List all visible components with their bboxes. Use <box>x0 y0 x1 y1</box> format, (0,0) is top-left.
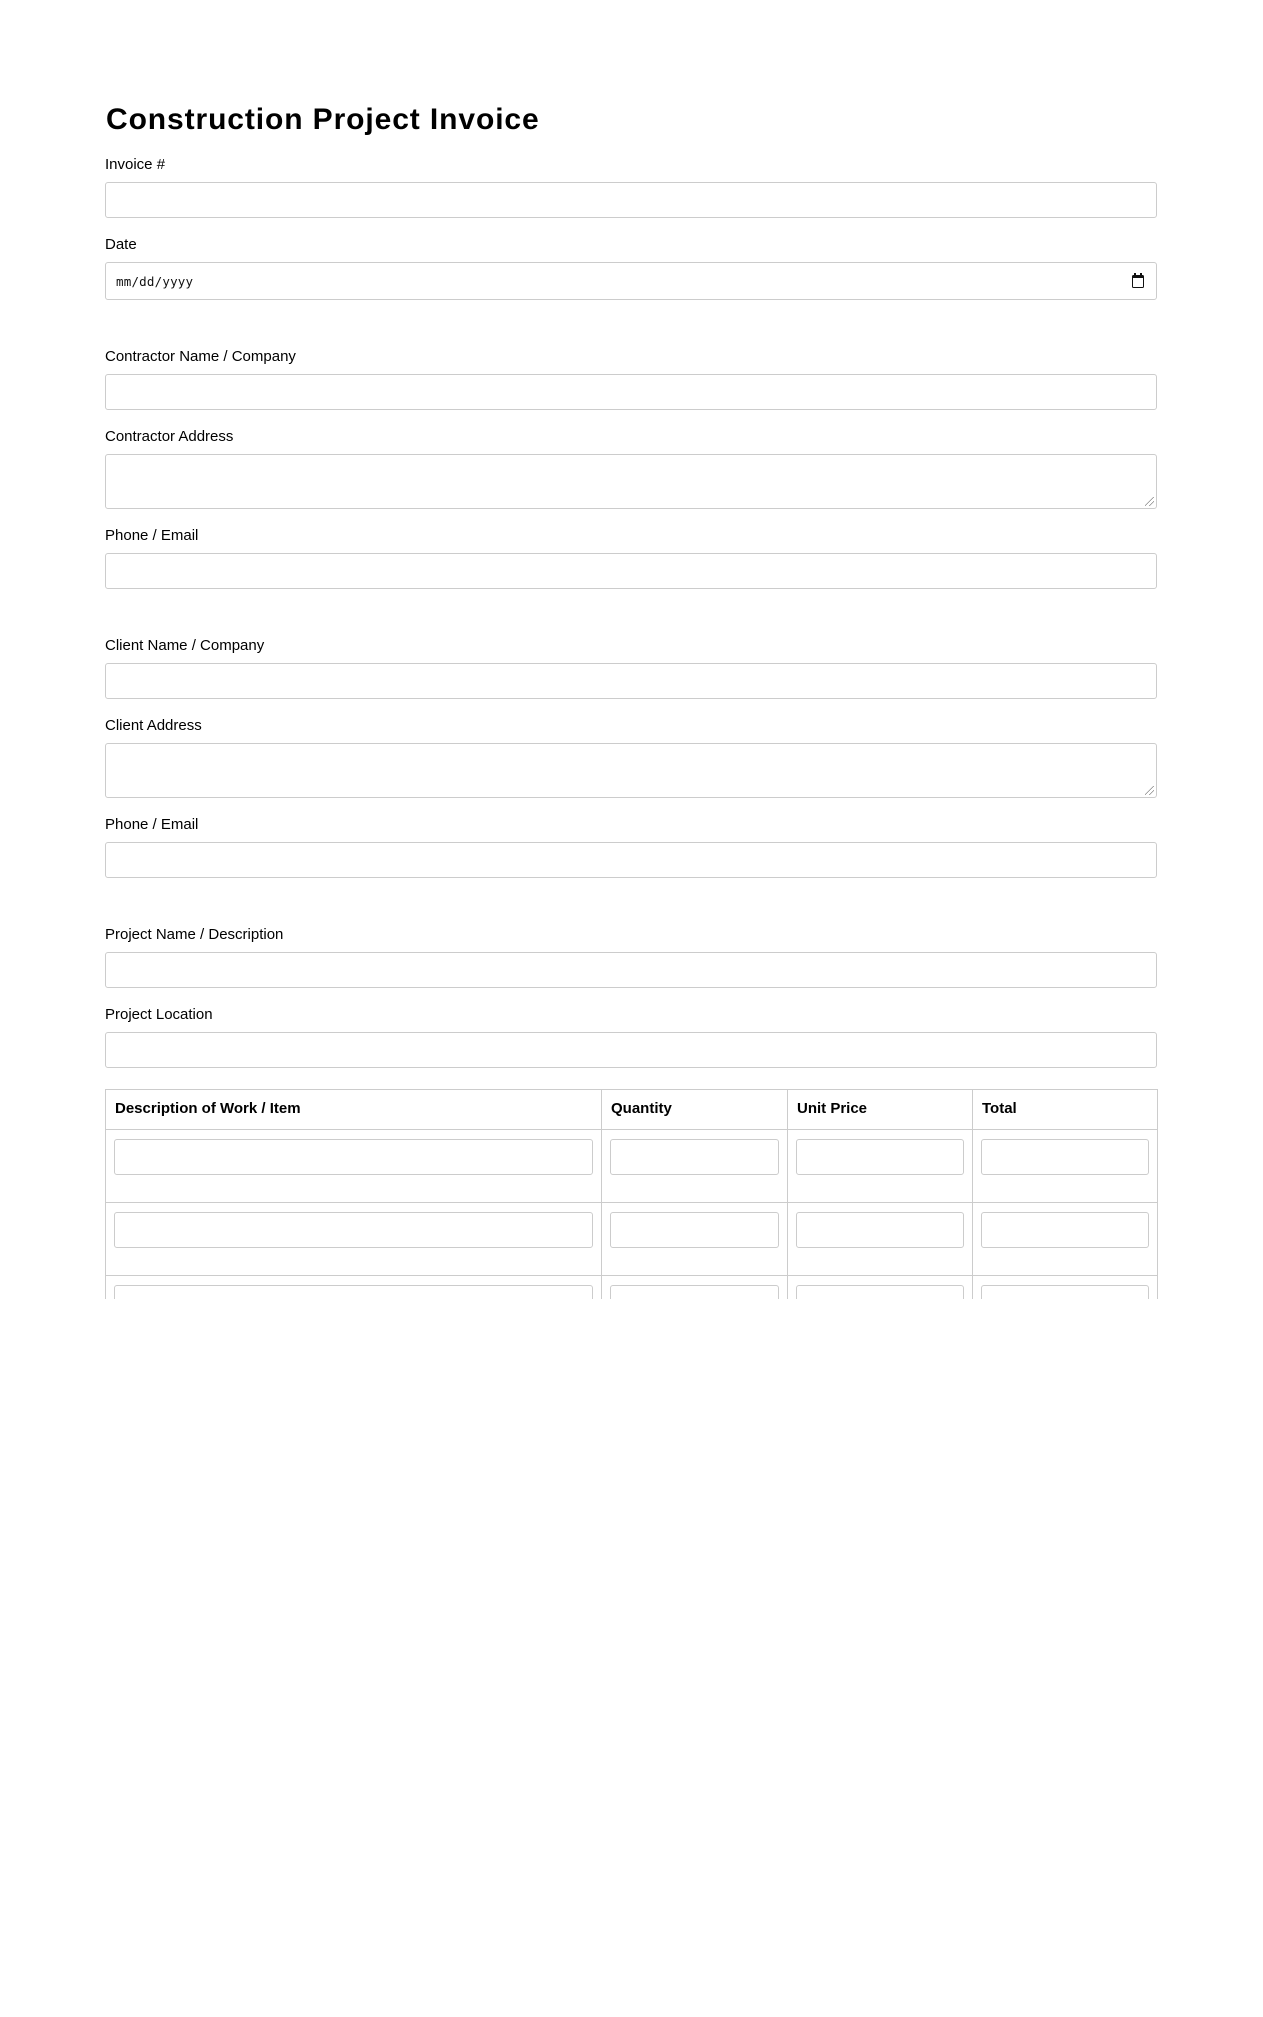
description-input[interactable] <box>114 1212 593 1248</box>
contractor-contact-field <box>105 527 1157 589</box>
section-spacer <box>105 896 1157 926</box>
table-row <box>106 1203 1158 1276</box>
unit-price-input[interactable] <box>796 1139 964 1175</box>
column-header-total: Total <box>973 1090 1158 1130</box>
client-contact-label: Phone / Email <box>105 816 199 833</box>
column-header-quantity: Quantity <box>602 1090 788 1130</box>
description-cell <box>106 1203 602 1276</box>
client-contact-input[interactable] <box>105 842 1157 878</box>
invoice-number-input[interactable] <box>105 182 1157 218</box>
project-location-input[interactable] <box>105 1032 1157 1068</box>
unit-price-input[interactable] <box>796 1285 964 1299</box>
column-header-description: Description of Work / Item <box>106 1090 602 1130</box>
client-name-field <box>105 637 1157 699</box>
line-items-table <box>105 1089 1158 1299</box>
column-header-unit-price: Unit Price <box>788 1090 973 1130</box>
description-input[interactable] <box>114 1285 593 1299</box>
client-address-field <box>105 717 1157 798</box>
table-row <box>106 1276 1158 1300</box>
total-input[interactable] <box>981 1139 1149 1175</box>
quantity-input[interactable] <box>610 1285 779 1299</box>
invoice-form <box>105 156 1157 1086</box>
section-spacer <box>105 607 1157 637</box>
contractor-contact-label: Phone / Email <box>105 527 199 544</box>
description-input[interactable] <box>114 1139 593 1175</box>
unit-price-cell <box>788 1276 973 1300</box>
invoice-number-field <box>105 156 1157 218</box>
date-field <box>105 236 1157 300</box>
contractor-name-label: Contractor Name / Company <box>105 348 296 365</box>
quantity-cell <box>602 1203 788 1276</box>
total-cell <box>973 1203 1158 1276</box>
total-cell <box>973 1276 1158 1300</box>
client-name-label: Client Name / Company <box>105 637 265 654</box>
contractor-name-input[interactable] <box>105 374 1157 410</box>
contractor-address-textarea[interactable] <box>105 454 1157 509</box>
section-spacer <box>105 318 1157 348</box>
project-location-label: Project Location <box>105 1006 213 1023</box>
quantity-input[interactable] <box>610 1212 779 1248</box>
invoice-number-label: Invoice # <box>105 156 166 173</box>
description-cell <box>106 1276 602 1300</box>
project-location-field <box>105 1006 1157 1068</box>
contractor-name-field <box>105 348 1157 410</box>
quantity-input[interactable] <box>610 1139 779 1175</box>
description-cell <box>106 1130 602 1203</box>
unit-price-input[interactable] <box>796 1212 964 1248</box>
line-items-table-wrapper <box>105 1089 1157 1299</box>
project-name-label: Project Name / Description <box>105 926 284 943</box>
page-title: Construction Project Invoice <box>106 103 540 136</box>
unit-price-cell <box>788 1203 973 1276</box>
table-header-row <box>106 1090 1158 1130</box>
contractor-address-field <box>105 428 1157 509</box>
resize-grip-icon[interactable] <box>1145 497 1154 506</box>
quantity-cell <box>602 1130 788 1203</box>
date-placeholder: mm/dd/yyyy <box>116 273 194 289</box>
resize-grip-icon[interactable] <box>1145 786 1154 795</box>
table-row <box>106 1130 1158 1203</box>
project-name-input[interactable] <box>105 952 1157 988</box>
date-label: Date <box>105 236 137 253</box>
client-address-textarea[interactable] <box>105 743 1157 798</box>
client-address-label: Client Address <box>105 717 202 734</box>
client-name-input[interactable] <box>105 663 1157 699</box>
unit-price-cell <box>788 1130 973 1203</box>
contractor-address-label: Contractor Address <box>105 428 234 445</box>
client-contact-field <box>105 816 1157 878</box>
project-name-field <box>105 926 1157 988</box>
total-input[interactable] <box>981 1212 1149 1248</box>
total-cell <box>973 1130 1158 1203</box>
total-input[interactable] <box>981 1285 1149 1299</box>
quantity-cell <box>602 1276 788 1300</box>
contractor-contact-input[interactable] <box>105 553 1157 589</box>
calendar-icon[interactable] <box>1132 275 1144 288</box>
date-input[interactable] <box>105 262 1157 300</box>
